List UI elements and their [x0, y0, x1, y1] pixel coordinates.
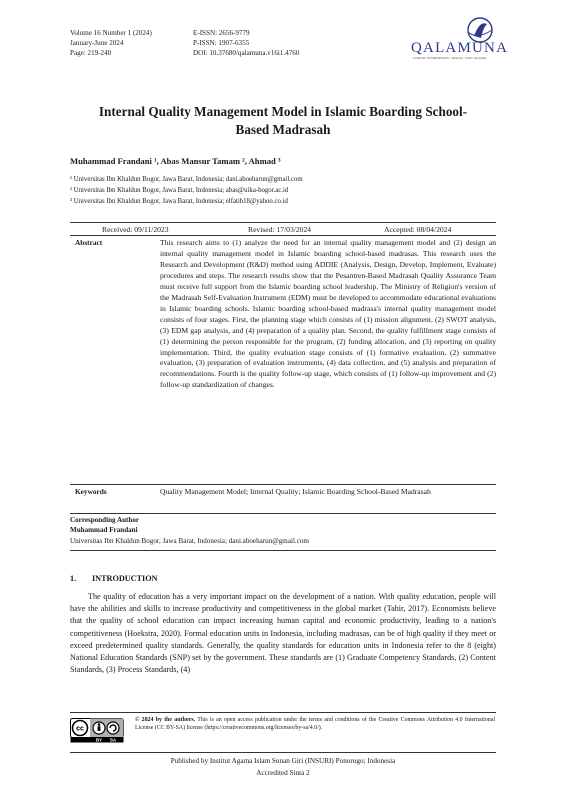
author-list: Muhammad Frandani ¹, Abas Mansur Tamam ², Ahmad ³ [70, 156, 281, 166]
abstract-text: This research aims to (1) analyze the need for an internal quality management model and (2) design an internal quality management model in Islamic boarding school-based madrasas. This research uses the Research and Development (R&D) method using ADDIE (Analysis, Design, Develop, Implement, Evaluate) procedures and steps. The research results show that the Pesantren-Based Madrasah Quality Assurance Team must receive full support from the Islamic boarding school leadership. The Ministry of Religion's version of the Madrasah Self-Evaluation Instrument (EDM) must be developed to accommodate educational evaluations in Islamic boarding schools. Islamic boarding school-based madrasa's internal quality management model consists of four stages. First, the planning stage which consists of (1) mission alignment, (2) SWOT analysis, (3) EDM gap analysis, and (4) preparation of a quality plan. Second, the quality fulfillment stage consists of (1) determining the person responsible for the program, (2) funding allocation, and (3) reporting on quality implementation. Third, the quality evaluation stage consists of (1) formative evaluation, (2) summative evaluation, (3) preparation of evaluation instruments, (4) data collection, and (5) analysis and preparation of recommendations. Fourth is the quality follow-up stage, which consists of (1) follow-up improvement and (2) follow-up standardization of changes. [160, 238, 496, 390]
journal-info-left [70, 28, 152, 58]
journal-logo [407, 14, 509, 60]
license-body: This is an open access publication under the terms and conditions of the Creative Commons Attribution 4.0 International License (CC BY-SA) license (https://creativecommons.org/licenses/by-sa/4.0/). [135, 717, 495, 732]
issue-period: January-June 2024 [70, 39, 124, 47]
received-date: Received: 09/11/2023 [102, 225, 169, 234]
divider [70, 550, 496, 551]
by-badge-text: BY [95, 737, 103, 743]
corresponding-name: Muhammad Frandani [70, 526, 138, 534]
accreditation-line: Accredited Sinta 2 [256, 769, 310, 777]
paper-title: Internal Quality Management Model in Islamic Boarding School-Based Madrasah [98, 104, 468, 137]
divider [70, 484, 496, 485]
divider [70, 712, 496, 713]
logo-tagline: JURNAL PENDIDIKAN, SOSIAL, DAN AGAMA [413, 56, 487, 60]
cc-badge-text: cc [76, 725, 84, 733]
abstract-label: Abstract [75, 238, 103, 247]
corresponding-label: Corresponding Author [70, 516, 140, 524]
p-issn: P-ISSN: 1907-6355 [193, 39, 250, 47]
affiliation-1: ¹ Universitas Ibn Khaldun Bogor, Jawa Barat, Indonesia; dani.aboeharun@gmail.com [70, 176, 303, 183]
divider [70, 513, 496, 514]
page-range: Page: 219-240 [70, 49, 112, 57]
publisher-line: Published by Institut Agama Islam Sunan Giri (INSURI) Ponorogo; Indonesia [170, 757, 396, 765]
affiliation-2: ² Universitas Ibn Khaldun Bogor, Jawa Barat, Indonesia; abas@uika-bogor.ac.id [70, 187, 289, 194]
sa-badge-text: SA [109, 737, 117, 743]
affiliation-3: ³ Universitas Ibn Khaldun Bogor, Jawa Barat, Indonesia; elfatih18@yahoo.co.id [70, 198, 288, 205]
corresponding-address: Universitas Ibn Khaldun Bogor, Jawa Barat, Indonesia; dani.aboeharun@gmail.com [70, 537, 309, 545]
accepted-date: Accepted: 08/04/2024 [384, 225, 452, 234]
keywords-label: Keywords [75, 487, 107, 496]
divider [70, 235, 496, 236]
copyright-notice: © 2024 by the authors. [135, 717, 196, 723]
e-issn: E-ISSN: 2656-9779 [193, 29, 250, 37]
logo-wordmark: QALAMUNA [411, 40, 509, 56]
cc-license-icon [70, 718, 124, 743]
license-text [135, 716, 495, 732]
journal-info-right [193, 28, 299, 58]
section-heading [70, 574, 158, 583]
keywords-text: Quality Management Model; Internal Quality; Islamic Boarding School-Based Madrasah [160, 487, 431, 496]
divider [70, 222, 496, 223]
volume-info: Volume 16 Number 1 (2024) [70, 29, 152, 37]
section-number: 1. [70, 574, 77, 583]
divider [70, 752, 496, 753]
doi-link[interactable]: DOI: 10.37680/qalamuna.v16i1.4760 [193, 49, 300, 57]
revised-date: Revised: 17/03/2024 [248, 225, 312, 234]
introduction-paragraph: The quality of education has a very important impact on the development of a nation. With quality education, people will have the abilities and skills to increase productivity and competitiveness in the global market (Tahir, 2017). Economists believe that the quality of school education can impact increasing human capital and economic productivity, leading to a nation's competitiveness (Hoekstra, 2020). Formal education units in Indonesia, including madrasas, can be of high quality if they meet or exceed predetermined quality standards. Generally, the quality standards for education units in Indonesia refer to the 8 (eight) National Education Standards (SNP) set by the government. These standards are (1) Graduate Competency Standards, (2) Content Standards, (3) Process Standards, (4) [70, 592, 496, 675]
section-title: INTRODUCTION [92, 574, 158, 583]
